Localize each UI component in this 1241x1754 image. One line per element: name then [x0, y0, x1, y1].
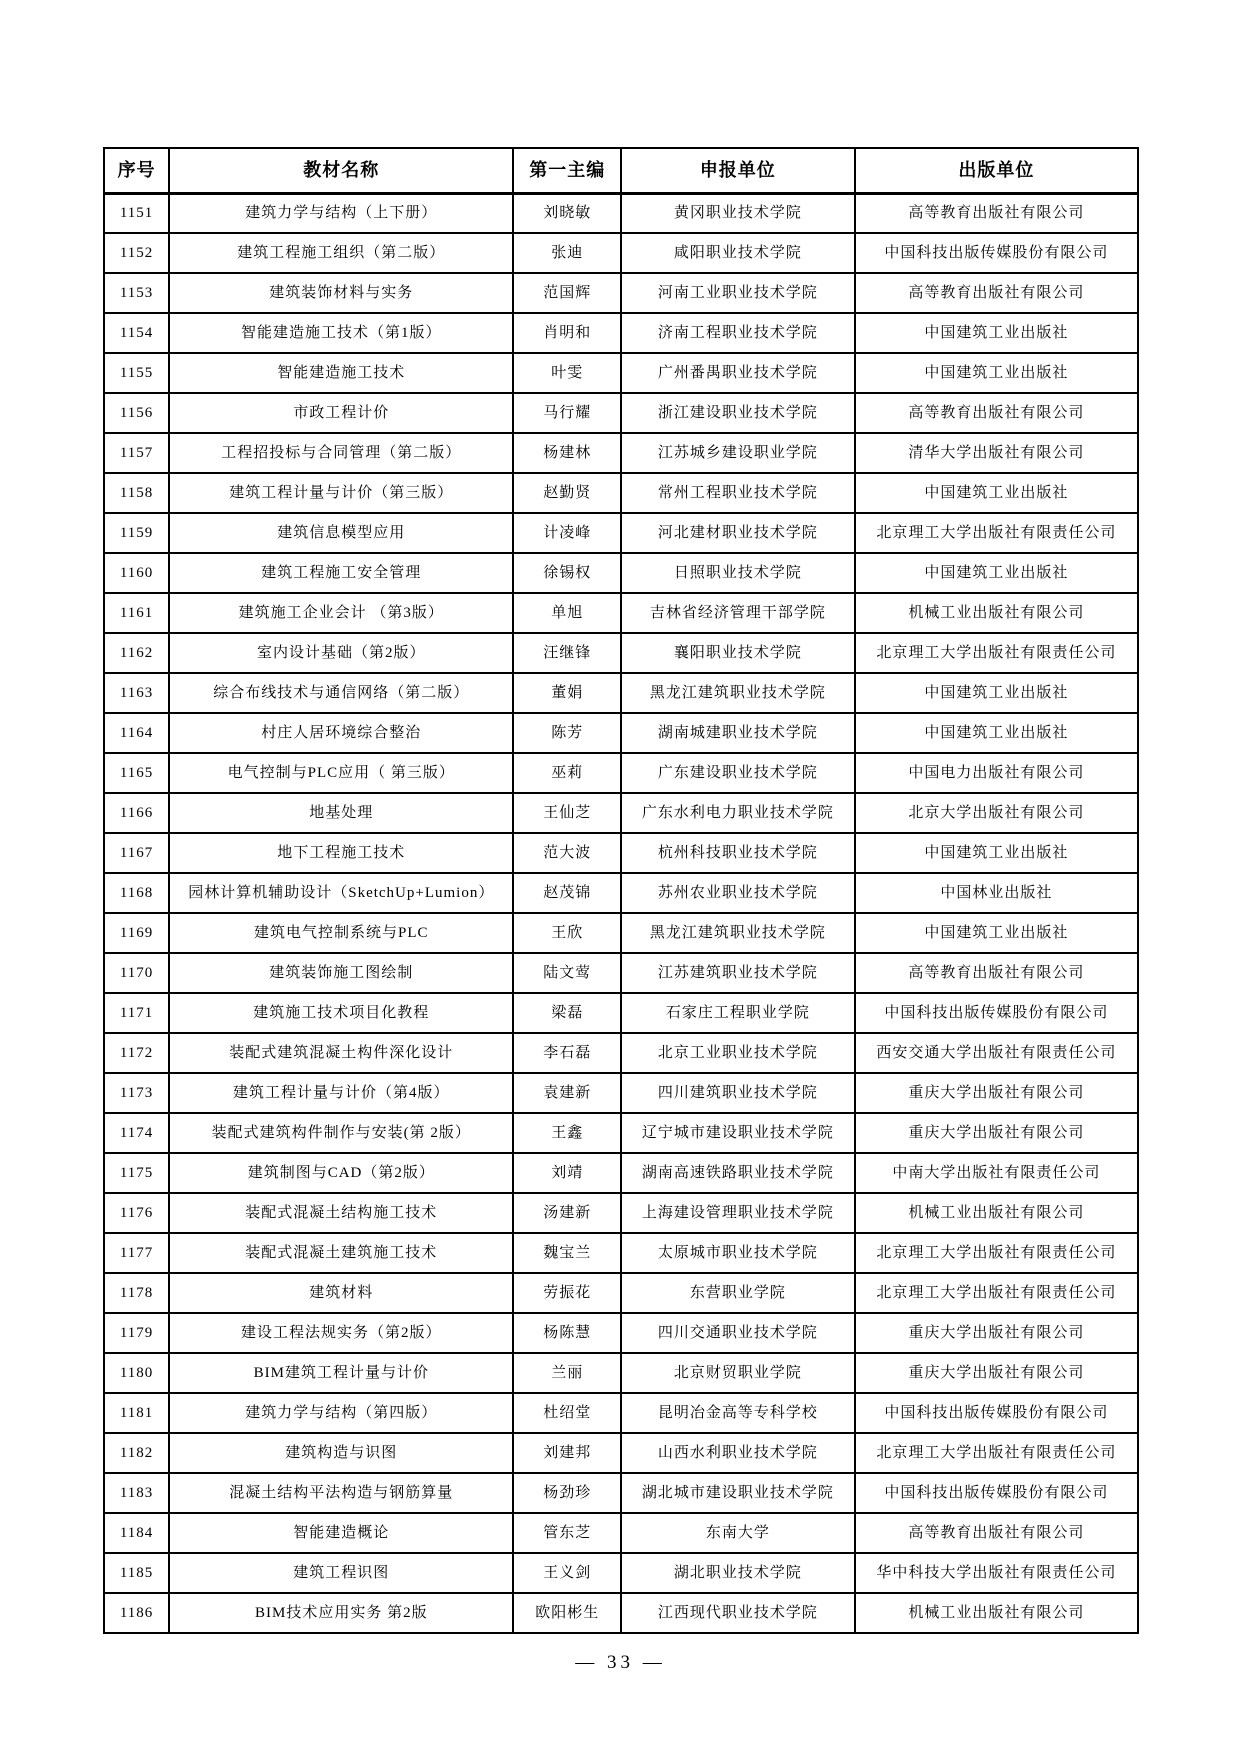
cell-editor: 徐锡权: [513, 553, 621, 593]
cell-publisher: 中国科技出版传媒股份有限公司: [855, 1473, 1138, 1513]
cell-editor: 魏宝兰: [513, 1233, 621, 1273]
cell-title: 装配式建筑混凝土构件深化设计: [169, 1033, 513, 1073]
cell-title: 建设工程法规实务（第2版）: [169, 1313, 513, 1353]
cell-org: 咸阳职业技术学院: [621, 233, 855, 273]
cell-title: 室内设计基础（第2版）: [169, 633, 513, 673]
cell-org: 东南大学: [621, 1513, 855, 1553]
cell-no: 1170: [104, 953, 169, 993]
cell-editor: 杨建林: [513, 433, 621, 473]
cell-title: 建筑工程识图: [169, 1553, 513, 1593]
cell-title: 建筑力学与结构（第四版）: [169, 1393, 513, 1433]
cell-publisher: 中国林业出版社: [855, 873, 1138, 913]
cell-publisher: 高等教育出版社有限公司: [855, 393, 1138, 433]
cell-editor: 赵茂锦: [513, 873, 621, 913]
cell-title: BIM建筑工程计量与计价: [169, 1353, 513, 1393]
cell-org: 北京财贸职业学院: [621, 1353, 855, 1393]
table-row: [104, 433, 1138, 473]
cell-title: 建筑工程计量与计价（第4版）: [169, 1073, 513, 1113]
table-body: [104, 193, 1138, 1633]
cell-org: 山西水利职业技术学院: [621, 1433, 855, 1473]
cell-no: 1173: [104, 1073, 169, 1113]
cell-publisher: 北京理工大学出版社有限责任公司: [855, 633, 1138, 673]
cell-publisher: 重庆大学出版社有限公司: [855, 1113, 1138, 1153]
cell-editor: 董娟: [513, 673, 621, 713]
cell-no: 1169: [104, 913, 169, 953]
cell-no: 1156: [104, 393, 169, 433]
cell-publisher: 中国建筑工业出版社: [855, 713, 1138, 753]
cell-no: 1172: [104, 1033, 169, 1073]
cell-org: 济南工程职业技术学院: [621, 313, 855, 353]
table-row: [104, 713, 1138, 753]
cell-editor: 肖明和: [513, 313, 621, 353]
cell-org: 湖北城市建设职业技术学院: [621, 1473, 855, 1513]
cell-title: 建筑力学与结构（上下册）: [169, 193, 513, 233]
cell-no: 1157: [104, 433, 169, 473]
cell-no: 1163: [104, 673, 169, 713]
cell-no: 1162: [104, 633, 169, 673]
table-row: [104, 1153, 1138, 1193]
cell-org: 河南工业职业技术学院: [621, 273, 855, 313]
cell-org: 常州工程职业技术学院: [621, 473, 855, 513]
cell-title: 建筑施工技术项目化教程: [169, 993, 513, 1033]
cell-org: 广东建设职业技术学院: [621, 753, 855, 793]
cell-no: 1180: [104, 1353, 169, 1393]
table-header-row: [104, 148, 1138, 193]
cell-editor: 范大波: [513, 833, 621, 873]
table-header: [104, 148, 1138, 193]
cell-publisher: 中南大学出版社有限责任公司: [855, 1153, 1138, 1193]
cell-publisher: 高等教育出版社有限公司: [855, 953, 1138, 993]
cell-no: 1152: [104, 233, 169, 273]
cell-editor: 单旭: [513, 593, 621, 633]
cell-org: 北京工业职业技术学院: [621, 1033, 855, 1073]
table-row: [104, 1073, 1138, 1113]
cell-editor: 梁磊: [513, 993, 621, 1033]
cell-no: 1176: [104, 1193, 169, 1233]
cell-editor: 兰丽: [513, 1353, 621, 1393]
cell-editor: 巫莉: [513, 753, 621, 793]
cell-publisher: 中国科技出版传媒股份有限公司: [855, 233, 1138, 273]
cell-publisher: 清华大学出版社有限公司: [855, 433, 1138, 473]
cell-no: 1168: [104, 873, 169, 913]
cell-org: 湖南高速铁路职业技术学院: [621, 1153, 855, 1193]
cell-title: 智能建造施工技术: [169, 353, 513, 393]
cell-org: 辽宁城市建设职业技术学院: [621, 1113, 855, 1153]
table-row: [104, 1233, 1138, 1273]
cell-title: 装配式混凝土建筑施工技术: [169, 1233, 513, 1273]
cell-org: 黄冈职业技术学院: [621, 193, 855, 233]
cell-no: 1178: [104, 1273, 169, 1313]
cell-org: 河北建材职业技术学院: [621, 513, 855, 553]
cell-no: 1153: [104, 273, 169, 313]
cell-no: 1184: [104, 1513, 169, 1553]
cell-editor: 劳振花: [513, 1273, 621, 1313]
cell-no: 1179: [104, 1313, 169, 1353]
cell-title: 建筑工程施工组织（第二版）: [169, 233, 513, 273]
table-row: [104, 1393, 1138, 1433]
cell-editor: 杨劲珍: [513, 1473, 621, 1513]
cell-org: 石家庄工程职业学院: [621, 993, 855, 1033]
cell-editor: 陆文莺: [513, 953, 621, 993]
cell-editor: 汤建新: [513, 1193, 621, 1233]
table-row: [104, 1033, 1138, 1073]
cell-no: 1151: [104, 193, 169, 233]
cell-editor: 张迪: [513, 233, 621, 273]
cell-org: 黑龙江建筑职业技术学院: [621, 673, 855, 713]
cell-org: 襄阳职业技术学院: [621, 633, 855, 673]
cell-editor: 王鑫: [513, 1113, 621, 1153]
cell-editor: 叶雯: [513, 353, 621, 393]
page-number: — 33 —: [575, 1652, 666, 1673]
cell-publisher: 机械工业出版社有限公司: [855, 593, 1138, 633]
cell-title: 电气控制与PLC应用（ 第三版）: [169, 753, 513, 793]
cell-publisher: 北京理工大学出版社有限责任公司: [855, 513, 1138, 553]
cell-org: 广州番禺职业技术学院: [621, 353, 855, 393]
cell-publisher: 高等教育出版社有限公司: [855, 1513, 1138, 1553]
cell-publisher: 北京理工大学出版社有限责任公司: [855, 1233, 1138, 1273]
cell-editor: 刘建邦: [513, 1433, 621, 1473]
cell-editor: 范国辉: [513, 273, 621, 313]
cell-title: 智能建造施工技术（第1版）: [169, 313, 513, 353]
table-row: [104, 873, 1138, 913]
table-row: [104, 633, 1138, 673]
cell-publisher: 中国科技出版传媒股份有限公司: [855, 993, 1138, 1033]
cell-no: 1161: [104, 593, 169, 633]
column-header-editor: 第一主编: [513, 148, 621, 193]
cell-org: 四川交通职业技术学院: [621, 1313, 855, 1353]
cell-editor: 王仙芝: [513, 793, 621, 833]
table-row: [104, 553, 1138, 593]
cell-no: 1155: [104, 353, 169, 393]
cell-org: 太原城市职业技术学院: [621, 1233, 855, 1273]
cell-org: 苏州农业职业技术学院: [621, 873, 855, 913]
cell-editor: 汪继锋: [513, 633, 621, 673]
column-header-org: 申报单位: [621, 148, 855, 193]
cell-publisher: 中国建筑工业出版社: [855, 353, 1138, 393]
cell-title: 建筑材料: [169, 1273, 513, 1313]
table-row: [104, 353, 1138, 393]
cell-no: 1154: [104, 313, 169, 353]
cell-editor: 计凌峰: [513, 513, 621, 553]
table-row: [104, 1113, 1138, 1153]
cell-no: 1177: [104, 1233, 169, 1273]
cell-editor: 马行耀: [513, 393, 621, 433]
table-row: [104, 1313, 1138, 1353]
table-row: [104, 313, 1138, 353]
cell-org: 江西现代职业技术学院: [621, 1593, 855, 1633]
cell-editor: 刘晓敏: [513, 193, 621, 233]
cell-org: 吉林省经济管理干部学院: [621, 593, 855, 633]
cell-no: 1185: [104, 1553, 169, 1593]
cell-no: 1174: [104, 1113, 169, 1153]
cell-org: 浙江建设职业技术学院: [621, 393, 855, 433]
table-row: [104, 753, 1138, 793]
cell-publisher: 北京理工大学出版社有限责任公司: [855, 1433, 1138, 1473]
table-row: [104, 1513, 1138, 1553]
cell-org: 日照职业技术学院: [621, 553, 855, 593]
table-row: [104, 793, 1138, 833]
cell-no: 1158: [104, 473, 169, 513]
cell-publisher: 中国建筑工业出版社: [855, 473, 1138, 513]
table-row: [104, 233, 1138, 273]
cell-title: 工程招投标与合同管理（第二版）: [169, 433, 513, 473]
table-row: [104, 1473, 1138, 1513]
cell-title: 建筑构造与识图: [169, 1433, 513, 1473]
cell-title: 装配式建筑构件制作与安装(第 2版）: [169, 1113, 513, 1153]
cell-editor: 李石磊: [513, 1033, 621, 1073]
cell-no: 1164: [104, 713, 169, 753]
cell-editor: 杜绍堂: [513, 1393, 621, 1433]
column-header-no: 序号: [104, 148, 169, 193]
cell-editor: 杨陈慧: [513, 1313, 621, 1353]
cell-title: BIM技术应用实务 第2版: [169, 1593, 513, 1633]
cell-org: 四川建筑职业技术学院: [621, 1073, 855, 1113]
cell-publisher: 西安交通大学出版社有限责任公司: [855, 1033, 1138, 1073]
cell-title: 地下工程施工技术: [169, 833, 513, 873]
cell-no: 1167: [104, 833, 169, 873]
cell-org: 东营职业学院: [621, 1273, 855, 1313]
table-row: [104, 1593, 1138, 1633]
cell-org: 湖南城建职业技术学院: [621, 713, 855, 753]
cell-org: 江苏城乡建设职业学院: [621, 433, 855, 473]
cell-editor: 刘靖: [513, 1153, 621, 1193]
table-row: [104, 1553, 1138, 1593]
table-row: [104, 513, 1138, 553]
cell-title: 建筑工程计量与计价（第三版）: [169, 473, 513, 513]
cell-org: 昆明冶金高等专科学校: [621, 1393, 855, 1433]
cell-no: 1186: [104, 1593, 169, 1633]
cell-title: 混凝土结构平法构造与钢筋算量: [169, 1473, 513, 1513]
table-row: [104, 953, 1138, 993]
cell-no: 1175: [104, 1153, 169, 1193]
cell-title: 建筑装饰施工图绘制: [169, 953, 513, 993]
cell-no: 1183: [104, 1473, 169, 1513]
cell-org: 上海建设管理职业技术学院: [621, 1193, 855, 1233]
cell-no: 1182: [104, 1433, 169, 1473]
table-row: [104, 673, 1138, 713]
table-row: [104, 1353, 1138, 1393]
cell-publisher: 高等教育出版社有限公司: [855, 273, 1138, 313]
cell-org: 江苏建筑职业技术学院: [621, 953, 855, 993]
table-row: [104, 833, 1138, 873]
cell-editor: 赵勤贤: [513, 473, 621, 513]
table-row: [104, 1273, 1138, 1313]
cell-title: 村庄人居环境综合整治: [169, 713, 513, 753]
cell-publisher: 重庆大学出版社有限公司: [855, 1313, 1138, 1353]
cell-title: 建筑电气控制系统与PLC: [169, 913, 513, 953]
cell-title: 地基处理: [169, 793, 513, 833]
cell-no: 1165: [104, 753, 169, 793]
cell-no: 1160: [104, 553, 169, 593]
cell-editor: 王义剑: [513, 1553, 621, 1593]
table-row: [104, 1433, 1138, 1473]
cell-publisher: 机械工业出版社有限公司: [855, 1193, 1138, 1233]
cell-publisher: 中国电力出版社有限公司: [855, 753, 1138, 793]
cell-org: 湖北职业技术学院: [621, 1553, 855, 1593]
cell-no: 1159: [104, 513, 169, 553]
cell-publisher: 中国科技出版传媒股份有限公司: [855, 1393, 1138, 1433]
cell-publisher: 高等教育出版社有限公司: [855, 193, 1138, 233]
cell-title: 综合布线技术与通信网络（第二版）: [169, 673, 513, 713]
table-row: [104, 473, 1138, 513]
table-row: [104, 913, 1138, 953]
cell-editor: 管东芝: [513, 1513, 621, 1553]
cell-publisher: 中国建筑工业出版社: [855, 313, 1138, 353]
cell-title: 智能建造概论: [169, 1513, 513, 1553]
table-row: [104, 193, 1138, 233]
cell-title: 园林计算机辅助设计（SketchUp+Lumion）: [169, 873, 513, 913]
cell-publisher: 北京理工大学出版社有限责任公司: [855, 1273, 1138, 1313]
cell-org: 黑龙江建筑职业技术学院: [621, 913, 855, 953]
cell-publisher: 机械工业出版社有限公司: [855, 1593, 1138, 1633]
table-row: [104, 593, 1138, 633]
cell-title: 装配式混凝土结构施工技术: [169, 1193, 513, 1233]
cell-editor: 王欣: [513, 913, 621, 953]
cell-org: 广东水利电力职业技术学院: [621, 793, 855, 833]
table-row: [104, 393, 1138, 433]
table-row: [104, 993, 1138, 1033]
cell-publisher: 中国建筑工业出版社: [855, 833, 1138, 873]
cell-publisher: 重庆大学出版社有限公司: [855, 1073, 1138, 1113]
cell-org: 杭州科技职业技术学院: [621, 833, 855, 873]
column-header-title: 教材名称: [169, 148, 513, 193]
textbook-table: [103, 147, 1139, 1634]
cell-editor: 陈芳: [513, 713, 621, 753]
cell-title: 建筑信息模型应用: [169, 513, 513, 553]
table-row: [104, 273, 1138, 313]
cell-publisher: 中国建筑工业出版社: [855, 673, 1138, 713]
cell-publisher: 北京大学出版社有限公司: [855, 793, 1138, 833]
cell-publisher: 华中科技大学出版社有限责任公司: [855, 1553, 1138, 1593]
cell-title: 市政工程计价: [169, 393, 513, 433]
cell-title: 建筑施工企业会计 （第3版）: [169, 593, 513, 633]
cell-title: 建筑工程施工安全管理: [169, 553, 513, 593]
cell-publisher: 重庆大学出版社有限公司: [855, 1353, 1138, 1393]
cell-title: 建筑装饰材料与实务: [169, 273, 513, 313]
cell-no: 1181: [104, 1393, 169, 1433]
cell-title: 建筑制图与CAD（第2版）: [169, 1153, 513, 1193]
cell-publisher: 中国建筑工业出版社: [855, 553, 1138, 593]
cell-publisher: 中国建筑工业出版社: [855, 913, 1138, 953]
cell-editor: 欧阳彬生: [513, 1593, 621, 1633]
table-row: [104, 1193, 1138, 1233]
cell-no: 1171: [104, 993, 169, 1033]
cell-editor: 袁建新: [513, 1073, 621, 1113]
cell-no: 1166: [104, 793, 169, 833]
column-header-publisher: 出版单位: [855, 148, 1138, 193]
